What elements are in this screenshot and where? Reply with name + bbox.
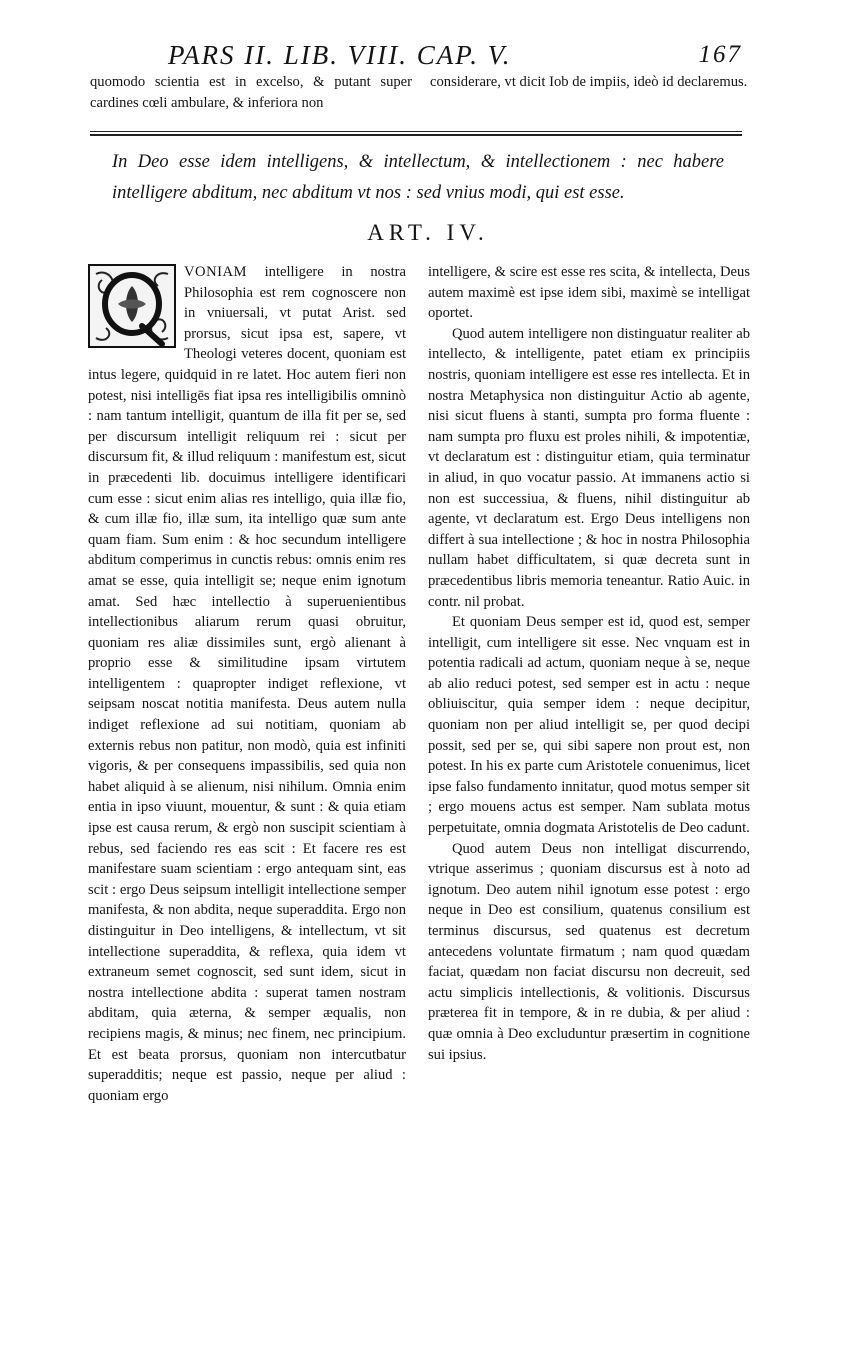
running-head bbox=[168, 38, 748, 72]
right-paragraph: intelligere, & scire est esse res scita, & intellecta, Deus autem maximè est ipse idem sibi, maximè se intelligat oportet. bbox=[428, 264, 750, 322]
divider-rule-thick bbox=[90, 134, 742, 136]
right-paragraph: Et quoniam Deus semper est id, quod est, semper intelligit, cum intelligere sit esse. Nec vnquam est in potentia radicali ad actum, quoniam neque à se, neque ab alio reduci potest, sed semper est in actu : neque obliuiscitur, quia semper idem : neque decipitur, quoniam non per aliud intelligit se, per quod decipi possit, sed per se, qui sibi sapere non prout est, non potest. In his ex parte cum Aristotele conuenimus, licet ipse falso fundamento innitatur, quod motus semper sit ; ergo mouens actus est semper. Nam sublata motus perpetuitate, omnia dogmata Aristotelis de Deo cadunt. bbox=[428, 614, 750, 837]
divider-rule-thin bbox=[90, 131, 742, 132]
left-column bbox=[88, 262, 406, 1106]
top-left-column bbox=[90, 72, 412, 113]
right-paragraph: Quod autem Deus non intelligat discurrendo, vtrique asserimus ; quoniam discursus est à noto ad ignotum. Deo autem nihil ignotum esse potest : ergo neque in Deo est consilium, quatenus consilium est terminus discursus, sed quatenus est decretum antecedens voluntate firmatum ; nam quod quædam faciat, quædam non faciat discursu non decreuit, sed actu simplicis intellectionis, & volitionis. Discursus præterea fit in tempore, & in re dubia, & per aliud : quæ omnia à Deo excluduntur præsertim in cognitione sui ipsius. bbox=[428, 840, 750, 1063]
page-number: 167 bbox=[698, 41, 742, 68]
right-column bbox=[428, 262, 750, 1065]
article-label: ART. IV. bbox=[367, 220, 489, 245]
top-right-column bbox=[430, 72, 750, 93]
left-column-body: intelligere in nostra Philosophia est rem cognoscere non in vniuersali, vt putat Arist. sed prorsus, sicut ipsa est, sapere, vt Theologi veteres docent, quoniam est intus legere, quidquid in re latet. Hoc autem fieri non potest, nisi intelligēs fiat ipsa res intelligibilis omninò : nam tantum intelligit, quantum de illa fit per se, sed per discursum intelligit reliquum rei : sicut per discursum fit, & illud reliquum : manifestum est, sicut in præcedenti lib. docuimus intelligere identificari cum esse : sicut enim alias res intelligo, quia illæ fio, & cum illæ fio, illæ sum, ita intelligo quæ sum ante quam fiam. Sum enim : & hoc secundum intelligere abditum comperimus in cunctis rebus: omnis enim res amat se esse, quia intelligit se; neque enim ignotum amat. Sed hæc intellectio à superuenientibus intellectionibus aliarum rerum quasi obruitur, quoniam res aliæ dissimiles sunt, ergò alienant à proprio esse & similitudine ipsam virtutem intelligentem : quapropter indiget reflexione, vt seipsam noscat notitia manifesta. Deus autem nulla indiget reflexione ad sui notitiam, quoniam ab externis rebus non patitur, non modò, quia est infiniti vigoris, & per consequens impassibilis, sed quia non habet aliquid à se alienum, nisi nihilum. Omnia enim entia in ipso viuunt, mouentur, & sunt : & quia etiam ipse est causa rerum, & ergò non suscipit scientiam à rebus, sed faciendo res eas scit : Et facere res est manifestare suam scientiam : ergo antequam sint, eas scit : ergo Deus seipsum intelligit intellectione semper manifesta, & non abdita, neque superaddita. Ergo non distinguitur in Deo intelligens, & intellectum, vt sit intellectione superaddita, & reflexa, quia idem vt extraneum semet cognoscit, sed sunt idem, sicut in nostra intellectione abdita : superat tamen nostram abditam, quia æterna, & semper æqualis, non recipiens magis, & minus; nec finem, nec principium. Et est beata prorsus, quoniam non intercutbatur superadditis; neque est passio, neque per aliud : quoniam ergo bbox=[88, 264, 406, 1104]
top-left-text: quomodo scientia est in excelso, & putant super cardines cœli ambulare, & inferiora non bbox=[90, 74, 412, 111]
initial-lead-word: VONIAM bbox=[184, 264, 247, 280]
left-column-text bbox=[88, 262, 406, 1106]
right-paragraph: Quod autem intelligere non distinguatur realiter ab intellecto, & intelligente, patet etiam ex principiis nostris, quoniam intelligere est esse res intellecta. Et in nostra Metaphysica non distinguitur Actio ab agente, nisi sicut fluens à stanti, sumpta pro forma fluente : nam sumpta pro fluxu est proles nihili, & impotentiæ, vt declaratum est : distinguitur etiam, quia terminatur in aliud, in quo vocatur passio. At immanens actio si non est successiua, & fluens, nihil distinguitur ab agente, vt declaratum est. Ergo Deus intelligens non differt à sua intellectione ; & hoc in nostra Philosophia nullam habet difficultatem, si quæ decreta sunt in præcedentibus libris memoria teneantur. Ratio Auic. in contr. nil probat. bbox=[428, 325, 750, 610]
section-title: In Deo esse idem intelligens, & intellectum, & intellectionem : nec habere intelligere abditum, nec abditum vt nos : sed vnius modi, qui est esse. bbox=[112, 152, 724, 203]
decorated-initial-q-icon bbox=[88, 264, 176, 348]
running-head-text: PARS II. LIB. VIII. CAP. V. bbox=[168, 40, 512, 70]
top-right-text: considerare, vt dicit Iob de impiis, ideò id declaremus. bbox=[430, 74, 748, 90]
